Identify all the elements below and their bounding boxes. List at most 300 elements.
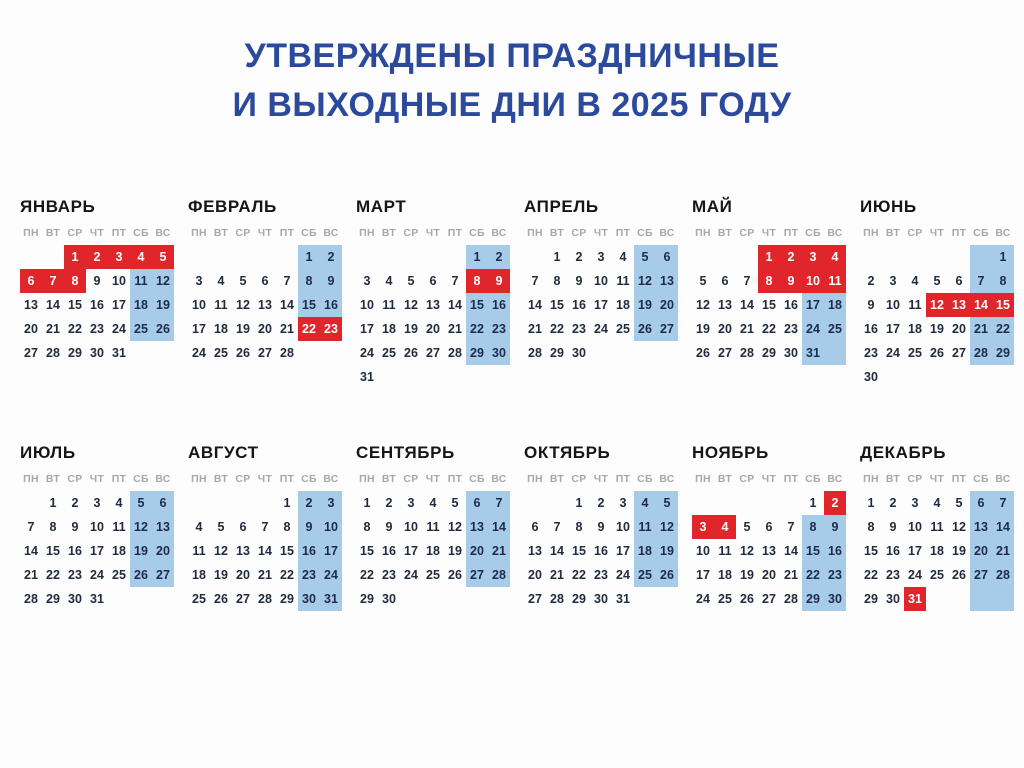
blank-cell: [948, 587, 970, 611]
day-cell: 18: [824, 293, 846, 317]
blank-cell: [992, 365, 1014, 389]
day-cell: 22: [572, 567, 586, 582]
day-cell: 9: [93, 273, 101, 288]
weekday-label: ПТ: [951, 472, 967, 485]
day-cell: 11: [908, 297, 922, 312]
weekday-label: СР: [739, 226, 755, 239]
day-cell: 30: [488, 341, 510, 365]
day-cell: 3: [320, 491, 342, 515]
day-cell: 17: [320, 539, 342, 563]
day-cell: 21: [280, 321, 294, 336]
day-cell: 22: [864, 567, 878, 582]
day-cell: 1: [867, 495, 875, 510]
day-cell: 6: [531, 519, 539, 534]
day-cell: 8: [553, 273, 561, 288]
blank-cell: [210, 245, 232, 269]
month-block: [692, 443, 846, 611]
weekday-label: СБ: [805, 472, 821, 485]
weekday-label: ПТ: [615, 226, 631, 239]
day-cell: 10: [90, 519, 104, 534]
day-cell: 4: [714, 515, 736, 539]
day-cell: 19: [236, 321, 250, 336]
day-cell: 21: [550, 567, 564, 582]
month-name: НОЯБРЬ: [692, 442, 769, 462]
day-cell: 5: [451, 495, 459, 510]
day-cell: 25: [426, 567, 440, 582]
month-block: [524, 197, 678, 389]
day-cell: 29: [802, 587, 824, 611]
day-cell: 8: [283, 519, 291, 534]
day-cell: 11: [718, 543, 732, 558]
month-block: [692, 197, 846, 389]
weekday-label: СБ: [469, 472, 485, 485]
page-title-line1: УТВЕРЖДЕНЫ ПРАЗДНИЧНЫЕ: [244, 37, 780, 75]
weekday-row: [188, 473, 342, 485]
day-cell: 2: [575, 249, 583, 264]
day-cell: 30: [382, 591, 396, 606]
days-grid: [524, 491, 678, 611]
day-cell: 4: [933, 495, 941, 510]
blank-cell: [444, 587, 466, 611]
day-cell: 27: [718, 345, 732, 360]
day-cell: 28: [46, 345, 60, 360]
blank-cell: [926, 365, 948, 389]
day-cell: 15: [46, 543, 60, 558]
month-block: [860, 197, 1014, 389]
day-cell: 30: [824, 587, 846, 611]
blank-cell: [210, 491, 232, 515]
day-cell: 13: [948, 293, 970, 317]
day-cell: 5: [933, 273, 941, 288]
months-grid: [0, 197, 1024, 611]
day-cell: 27: [426, 345, 440, 360]
day-cell: 10: [594, 273, 608, 288]
blank-cell: [356, 245, 378, 269]
day-cell: 13: [258, 297, 272, 312]
days-grid: [188, 245, 342, 365]
month-name: СЕНТЯБРЬ: [356, 442, 455, 462]
weekday-label: СР: [403, 226, 419, 239]
day-cell: 26: [740, 591, 754, 606]
weekday-label: СБ: [637, 226, 653, 239]
days-grid: [692, 245, 846, 365]
blank-cell: [320, 341, 342, 365]
day-cell: 5: [634, 245, 656, 269]
weekday-label: ПН: [191, 472, 207, 485]
day-cell: 30: [594, 591, 608, 606]
day-cell: 24: [360, 345, 374, 360]
blank-cell: [948, 245, 970, 269]
month-name: МАЙ: [692, 196, 733, 216]
weekday-label: ВТ: [381, 226, 397, 239]
day-cell: 28: [970, 341, 992, 365]
blank-cell: [108, 587, 130, 611]
day-cell: 19: [740, 567, 754, 582]
weekday-label: ПТ: [783, 226, 799, 239]
month-block: [356, 197, 510, 389]
day-cell: 5: [955, 495, 963, 510]
day-cell: 22: [46, 567, 60, 582]
day-cell: 7: [283, 273, 291, 288]
day-cell: 9: [385, 519, 393, 534]
day-cell: 1: [809, 495, 817, 510]
weekday-label: ВТ: [717, 226, 733, 239]
day-cell: 19: [952, 543, 966, 558]
weekday-row: [860, 227, 1014, 239]
day-cell: 16: [320, 293, 342, 317]
blank-cell: [232, 245, 254, 269]
day-cell: 20: [528, 567, 542, 582]
day-cell: 4: [385, 273, 393, 288]
day-cell: 16: [90, 297, 104, 312]
day-cell: 3: [108, 245, 130, 269]
day-cell: 27: [258, 345, 272, 360]
day-cell: 26: [214, 591, 228, 606]
blank-cell: [736, 245, 758, 269]
day-cell: 29: [864, 591, 878, 606]
day-cell: 6: [955, 273, 963, 288]
day-cell: 14: [784, 543, 798, 558]
weekday-label: СБ: [973, 226, 989, 239]
blank-cell: [20, 491, 42, 515]
day-cell: 28: [740, 345, 754, 360]
day-cell: 1: [298, 245, 320, 269]
blank-cell: [524, 245, 546, 269]
day-cell: 12: [740, 543, 754, 558]
weekday-label: ЧТ: [425, 472, 441, 485]
day-cell: 15: [280, 543, 294, 558]
day-cell: 11: [824, 269, 846, 293]
day-cell: 24: [908, 567, 922, 582]
day-cell: 7: [787, 519, 795, 534]
days-grid: [20, 245, 174, 365]
weekday-label: ПН: [23, 472, 39, 485]
day-cell: 17: [360, 321, 374, 336]
weekday-label: ЧТ: [593, 226, 609, 239]
day-cell: 3: [692, 515, 714, 539]
day-cell: 12: [696, 297, 710, 312]
weekday-row: [20, 227, 174, 239]
day-cell: 10: [616, 519, 630, 534]
day-cell: 18: [634, 539, 656, 563]
blank-cell: [488, 587, 510, 611]
weekday-label: ВС: [659, 226, 675, 239]
month-name: АПРЕЛЬ: [524, 196, 599, 216]
weekday-label: ПН: [359, 226, 375, 239]
day-cell: 20: [258, 321, 272, 336]
day-cell: 13: [466, 515, 488, 539]
weekday-label: СБ: [301, 472, 317, 485]
blank-cell: [546, 491, 568, 515]
weekday-label: ВС: [995, 472, 1011, 485]
day-cell: 23: [382, 567, 396, 582]
day-cell: 19: [656, 539, 678, 563]
blank-cell: [970, 365, 992, 389]
day-cell: 12: [404, 297, 418, 312]
weekday-row: [524, 227, 678, 239]
weekday-label: ВС: [491, 472, 507, 485]
day-cell: 7: [27, 519, 35, 534]
day-cell: 6: [152, 491, 174, 515]
day-cell: 18: [214, 321, 228, 336]
weekday-label: СР: [67, 472, 83, 485]
day-cell: 20: [656, 293, 678, 317]
day-cell: 26: [952, 567, 966, 582]
day-cell: 3: [195, 273, 203, 288]
day-cell: 27: [466, 563, 488, 587]
day-cell: 25: [214, 345, 228, 360]
day-cell: 17: [886, 321, 900, 336]
blank-cell: [860, 245, 882, 269]
weekday-row: [20, 473, 174, 485]
days-grid: [860, 245, 1014, 389]
day-cell: 20: [24, 321, 38, 336]
day-cell: 31: [360, 369, 374, 384]
day-cell: 22: [762, 321, 776, 336]
day-cell: 7: [553, 519, 561, 534]
day-cell: 16: [488, 293, 510, 317]
blank-cell: [970, 245, 992, 269]
day-cell: 3: [889, 273, 897, 288]
day-cell: 21: [46, 321, 60, 336]
weekday-label: ЧТ: [761, 472, 777, 485]
blank-cell: [926, 587, 948, 611]
day-cell: 21: [488, 539, 510, 563]
day-cell: 1: [363, 495, 371, 510]
day-cell: 31: [112, 345, 126, 360]
day-cell: 11: [426, 519, 440, 534]
day-cell: 23: [886, 567, 900, 582]
day-cell: 17: [696, 567, 710, 582]
day-cell: 3: [93, 495, 101, 510]
weekday-label: ПН: [191, 226, 207, 239]
blank-cell: [634, 341, 656, 365]
day-cell: 14: [528, 297, 542, 312]
day-cell: 2: [597, 495, 605, 510]
day-cell: 23: [594, 567, 608, 582]
weekday-label: ПН: [527, 472, 543, 485]
blank-cell: [400, 245, 422, 269]
day-cell: 22: [802, 563, 824, 587]
weekday-row: [356, 473, 510, 485]
day-cell: 16: [68, 543, 82, 558]
day-cell: 26: [656, 563, 678, 587]
weekday-row: [860, 473, 1014, 485]
day-cell: 1: [992, 245, 1014, 269]
weekday-label: ВТ: [45, 226, 61, 239]
day-cell: 12: [448, 519, 462, 534]
weekday-row: [356, 227, 510, 239]
day-cell: 12: [926, 293, 948, 317]
month-block: [20, 443, 174, 611]
weekday-label: СР: [403, 472, 419, 485]
day-cell: 21: [740, 321, 754, 336]
day-cell: 15: [68, 297, 82, 312]
day-cell: 2: [780, 245, 802, 269]
day-cell: 19: [404, 321, 418, 336]
day-cell: 25: [718, 591, 732, 606]
blank-cell: [692, 491, 714, 515]
day-cell: 27: [528, 591, 542, 606]
day-cell: 14: [280, 297, 294, 312]
page-title: [0, 32, 1024, 131]
day-cell: 4: [115, 495, 123, 510]
blank-cell: [904, 365, 926, 389]
day-cell: 15: [550, 297, 564, 312]
day-cell: 11: [930, 519, 944, 534]
blank-cell: [692, 245, 714, 269]
blank-cell: [714, 491, 736, 515]
day-cell: 29: [280, 591, 294, 606]
weekday-label: СР: [571, 472, 587, 485]
day-cell: 9: [488, 269, 510, 293]
weekday-label: ВС: [659, 472, 675, 485]
day-cell: 1: [49, 495, 57, 510]
day-cell: 16: [594, 543, 608, 558]
day-cell: 8: [575, 519, 583, 534]
blank-cell: [634, 587, 656, 611]
day-cell: 13: [718, 297, 732, 312]
day-cell: 18: [718, 567, 732, 582]
day-cell: 26: [448, 567, 462, 582]
day-cell: 15: [466, 293, 488, 317]
page-title-line2: И ВЫХОДНЫЕ ДНИ В 2025 ГОДУ: [232, 86, 792, 125]
day-cell: 23: [488, 317, 510, 341]
month-block: [188, 197, 342, 389]
day-cell: 2: [488, 245, 510, 269]
weekday-label: ВС: [827, 226, 843, 239]
day-cell: 11: [192, 543, 206, 558]
day-cell: 16: [824, 539, 846, 563]
weekday-label: ЧТ: [761, 226, 777, 239]
blank-cell: [824, 341, 846, 365]
weekday-label: ВС: [323, 472, 339, 485]
day-cell: 18: [192, 567, 206, 582]
day-cell: 26: [236, 345, 250, 360]
day-cell: 21: [258, 567, 272, 582]
day-cell: 14: [258, 543, 272, 558]
month-block: [356, 443, 510, 611]
day-cell: 29: [46, 591, 60, 606]
blank-cell: [378, 365, 400, 389]
weekday-label: ПТ: [279, 226, 295, 239]
day-cell: 5: [699, 273, 707, 288]
blank-cell: [780, 491, 802, 515]
day-cell: 19: [634, 293, 656, 317]
day-cell: 9: [575, 273, 583, 288]
day-cell: 17: [616, 543, 630, 558]
day-cell: 29: [360, 591, 374, 606]
day-cell: 21: [448, 321, 462, 336]
day-cell: 8: [363, 519, 371, 534]
day-cell: 2: [86, 245, 108, 269]
day-cell: 23: [864, 345, 878, 360]
day-cell: 6: [261, 273, 269, 288]
weekday-label: ВТ: [717, 472, 733, 485]
month-name: ИЮЛЬ: [20, 442, 76, 462]
blank-cell: [254, 491, 276, 515]
weekday-label: ПТ: [783, 472, 799, 485]
blank-cell: [970, 587, 992, 611]
day-cell: 14: [46, 297, 60, 312]
day-cell: 20: [152, 539, 174, 563]
day-cell: 6: [20, 269, 42, 293]
blank-cell: [400, 587, 422, 611]
day-cell: 1: [553, 249, 561, 264]
weekday-label: ВТ: [213, 472, 229, 485]
weekday-label: ВТ: [549, 226, 565, 239]
day-cell: 19: [930, 321, 944, 336]
day-cell: 2: [298, 491, 320, 515]
weekday-label: ПН: [695, 226, 711, 239]
day-cell: 20: [466, 539, 488, 563]
blank-cell: [590, 341, 612, 365]
days-grid: [356, 245, 510, 389]
day-cell: 12: [152, 269, 174, 293]
weekday-label: ПТ: [447, 472, 463, 485]
day-cell: 6: [721, 273, 729, 288]
day-cell: 6: [429, 273, 437, 288]
weekday-label: ВС: [827, 472, 843, 485]
day-cell: 14: [550, 543, 564, 558]
day-cell: 18: [930, 543, 944, 558]
day-cell: 13: [656, 269, 678, 293]
day-cell: 26: [634, 317, 656, 341]
day-cell: 20: [236, 567, 250, 582]
day-cell: 5: [239, 273, 247, 288]
day-cell: 12: [130, 515, 152, 539]
day-cell: 17: [802, 293, 824, 317]
day-cell: 10: [404, 519, 418, 534]
day-cell: 29: [466, 341, 488, 365]
day-cell: 28: [528, 345, 542, 360]
blank-cell: [656, 341, 678, 365]
day-cell: 6: [970, 491, 992, 515]
weekday-label: ВТ: [45, 472, 61, 485]
day-cell: 15: [864, 543, 878, 558]
day-cell: 2: [385, 495, 393, 510]
blank-cell: [656, 587, 678, 611]
weekday-label: ПТ: [111, 226, 127, 239]
day-cell: 7: [488, 491, 510, 515]
day-cell: 13: [762, 543, 776, 558]
day-cell: 4: [911, 273, 919, 288]
day-cell: 2: [824, 491, 846, 515]
weekday-label: СБ: [973, 472, 989, 485]
day-cell: 23: [68, 567, 82, 582]
day-cell: 30: [864, 369, 878, 384]
day-cell: 15: [298, 293, 320, 317]
day-cell: 17: [192, 321, 206, 336]
weekday-label: ЧТ: [593, 472, 609, 485]
day-cell: 13: [970, 515, 992, 539]
day-cell: 15: [360, 543, 374, 558]
days-grid: [524, 245, 678, 365]
day-cell: 28: [784, 591, 798, 606]
weekday-row: [692, 227, 846, 239]
day-cell: 13: [426, 297, 440, 312]
weekday-label: СР: [907, 472, 923, 485]
day-cell: 9: [867, 297, 875, 312]
blank-cell: [42, 245, 64, 269]
day-cell: 10: [696, 543, 710, 558]
blank-cell: [882, 365, 904, 389]
weekday-label: ПН: [527, 226, 543, 239]
day-cell: 5: [656, 491, 678, 515]
blank-cell: [422, 587, 444, 611]
day-cell: 30: [90, 345, 104, 360]
blank-cell: [524, 491, 546, 515]
